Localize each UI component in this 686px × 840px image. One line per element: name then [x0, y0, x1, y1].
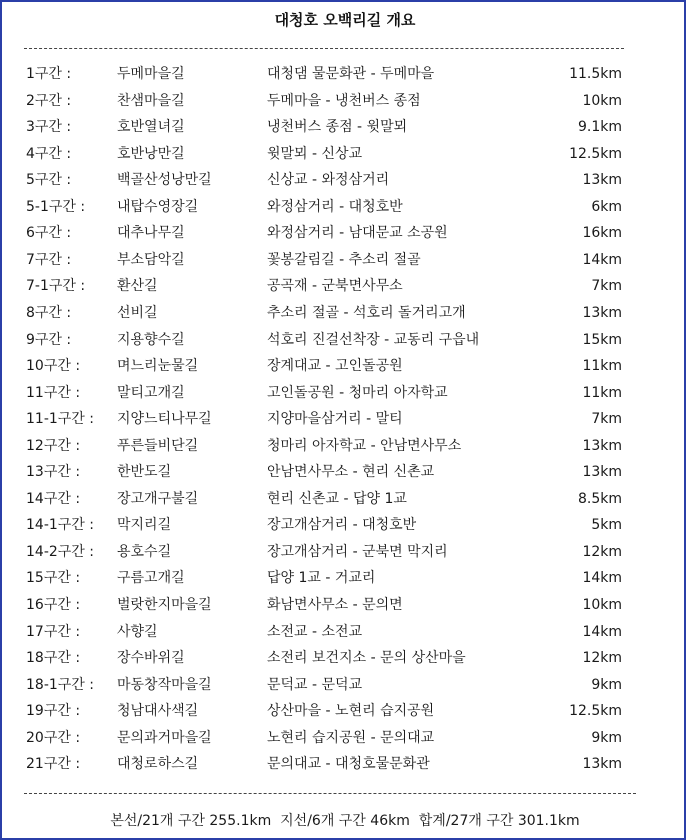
route-name: 마동창작마을길: [117, 676, 212, 693]
route-row: [2, 462, 686, 488]
route-section: 6구간 :: [26, 225, 72, 242]
route-path: 장고개삼거리 - 군북면 막지리: [267, 543, 448, 560]
page-title: 대청호 오백리길 개요: [274, 11, 416, 29]
route-section: 8구간 :: [26, 304, 72, 321]
route-name: 두메마을길: [117, 66, 185, 82]
route-path: 소전교 - 소전교: [267, 623, 363, 640]
route-distance: 11km: [582, 358, 622, 375]
route-name: 대추나무길: [117, 225, 185, 242]
route-name: 청남대사색길: [117, 703, 199, 720]
route-path: 윗말뫼 - 신상교: [267, 145, 363, 162]
route-path: 화남면사무소 - 문의면: [267, 597, 403, 613]
route-section: 18구간 :: [26, 650, 81, 667]
route-row: [2, 144, 686, 170]
route-section: 15구간 :: [26, 570, 81, 587]
route-row: [2, 622, 686, 648]
route-section: 17구간 :: [26, 623, 81, 640]
route-name: 한반도길: [117, 464, 172, 481]
route-distance: 14km: [582, 570, 622, 587]
route-distance: 12km: [582, 650, 622, 667]
route-row: [2, 383, 686, 409]
route-path: 소전리 보건지소 - 문의 상산마을: [267, 650, 466, 667]
route-section: 13구간 :: [26, 464, 81, 481]
route-name: 용호수길: [117, 543, 172, 560]
route-distance: 8.5km: [577, 490, 622, 507]
summary-total: 합계/27개 구간 301.1km: [418, 813, 580, 829]
route-section: 21구간 :: [26, 756, 81, 773]
route-row: [2, 409, 686, 435]
route-row: [2, 515, 686, 541]
route-name: 장수바위길: [117, 650, 185, 667]
route-path: 노현리 습지공원 - 문의대교: [267, 729, 435, 746]
route-distance: 9km: [591, 676, 622, 693]
route-row: [2, 64, 686, 90]
route-name: 며느리눈물길: [117, 358, 199, 375]
route-path: 와정삼거리 - 대청호반: [267, 198, 403, 215]
route-row: [2, 117, 686, 143]
route-name: 부소담악길: [117, 251, 185, 268]
route-path: 신상교 - 와정삼거리: [267, 172, 390, 189]
route-section: 5-1구간 :: [26, 198, 86, 215]
route-distance: 9km: [591, 729, 622, 746]
route-distance: 11km: [582, 384, 622, 401]
route-name: 대청로하스길: [117, 756, 199, 773]
route-path: 지양마을삼거리 - 말티: [267, 411, 403, 428]
route-section: 11구간 :: [26, 384, 81, 401]
route-row: [2, 436, 686, 462]
route-path: 추소리 절골 - 석호리 돌거리고개: [267, 304, 466, 321]
route-distance: 13km: [582, 464, 622, 481]
route-distance: 6km: [591, 198, 622, 215]
route-row: [2, 648, 686, 674]
route-distance: 12.5km: [569, 145, 622, 162]
route-distance: 15km: [582, 331, 622, 348]
route-row: [2, 223, 686, 249]
route-section: 2구간 :: [26, 92, 72, 109]
route-path: 청마리 아자학교 - 안남면사무소: [267, 437, 462, 454]
route-name: 말티고개길: [117, 384, 185, 401]
route-section: 10구간 :: [26, 358, 81, 375]
route-section: 14-2구간 :: [26, 543, 94, 560]
route-distance: 10km: [582, 597, 622, 613]
route-row: [2, 330, 686, 356]
route-path: 두메마을 - 냉천버스 종점: [267, 92, 421, 109]
route-distance: 7km: [591, 278, 622, 295]
route-row: [2, 542, 686, 568]
route-distance: 9.1km: [577, 119, 622, 136]
route-section: 16구간 :: [26, 597, 81, 613]
route-row: [2, 595, 686, 621]
route-section: 5구간 :: [26, 172, 72, 189]
route-row: [2, 276, 686, 302]
route-section: 18-1구간 :: [26, 676, 94, 693]
route-path: 답양 1교 - 거교리: [267, 570, 376, 587]
route-path: 현리 신촌교 - 답양 1교: [267, 490, 407, 507]
route-row: [2, 568, 686, 594]
route-distance: 11.5km: [569, 66, 622, 82]
route-row: [2, 91, 686, 117]
route-path: 문의대교 - 대청호물문화관: [267, 756, 430, 773]
route-distance: 14km: [582, 623, 622, 640]
route-path: 고인돌공원 - 청마리 아자학교: [267, 384, 448, 401]
route-name: 지용향수길: [117, 331, 185, 348]
route-name: 구름고개길: [117, 570, 185, 587]
route-section: 3구간 :: [26, 119, 72, 136]
route-path: 꽃봉갈림길 - 추소리 절골: [267, 251, 421, 268]
route-path: 냉천버스 종점 - 윗말뫼: [267, 119, 408, 136]
route-name: 문의과거마을길: [117, 729, 212, 746]
route-section: 9구간 :: [26, 331, 72, 348]
route-path: 석호리 진걸선착장 - 교동리 구읍내: [267, 331, 480, 348]
route-name: 푸른들비단길: [117, 437, 199, 454]
route-section: 14-1구간 :: [26, 517, 94, 534]
route-row: [2, 675, 686, 701]
route-name: 호반열녀길: [117, 119, 185, 136]
summary-main: 본선/21개 구간 255.1km: [110, 813, 272, 829]
route-section: 4구간 :: [26, 145, 72, 162]
route-name: 호반낭만길: [117, 145, 185, 162]
route-name: 벌랏한지마을길: [117, 597, 212, 613]
route-section: 1구간 :: [26, 66, 72, 82]
route-distance: 16km: [582, 225, 622, 242]
route-path: 문덕교 - 문덕교: [267, 676, 363, 693]
route-row: [2, 197, 686, 223]
route-path: 상산마을 - 노현리 습지공원: [267, 703, 435, 720]
route-name: 선비길: [117, 304, 158, 321]
route-distance: 13km: [582, 304, 622, 321]
route-section: 19구간 :: [26, 703, 81, 720]
route-distance: 5km: [591, 517, 622, 534]
route-distance: 14km: [582, 251, 622, 268]
route-name: 찬샘마을길: [117, 92, 185, 109]
route-row: [2, 170, 686, 196]
route-row: [2, 250, 686, 276]
route-path: 안남면사무소 - 현리 신촌교: [267, 464, 435, 481]
route-row: [2, 489, 686, 515]
route-distance: 7km: [591, 411, 622, 428]
route-path: 대청댐 물문화관 - 두메마을: [267, 66, 435, 82]
route-distance: 13km: [582, 172, 622, 189]
route-name: 장고개구불길: [117, 490, 199, 507]
route-row: [2, 356, 686, 382]
route-row: [2, 701, 686, 727]
route-name: 환산길: [117, 278, 158, 295]
summary-line: [2, 810, 686, 830]
route-distance: 13km: [582, 437, 622, 454]
bottom-divider: [24, 793, 636, 794]
route-name: 지양느티나무길: [117, 411, 212, 428]
route-distance: 10km: [582, 92, 622, 109]
route-name: 막지리길: [117, 517, 172, 534]
top-divider: [24, 48, 624, 49]
route-section: 7구간 :: [26, 251, 72, 268]
route-section: 11-1구간 :: [26, 411, 94, 428]
route-name: 백골산성낭만길: [117, 172, 212, 189]
route-section: 12구간 :: [26, 437, 81, 454]
route-path: 장계대교 - 고인돌공원: [267, 358, 403, 375]
route-name: 사향길: [117, 623, 158, 640]
route-path: 공곡재 - 군북면사무소: [267, 278, 403, 295]
route-section: 20구간 :: [26, 729, 81, 746]
route-distance: 12km: [582, 543, 622, 560]
route-section: 7-1구간 :: [26, 278, 86, 295]
route-row: [2, 754, 686, 780]
route-path: 장고개삼거리 - 대청호반: [267, 517, 417, 534]
route-section: 14구간 :: [26, 490, 81, 507]
route-distance: 12.5km: [569, 703, 622, 720]
route-distance: 13km: [582, 756, 622, 773]
route-path: 와정삼거리 - 남대문교 소공원: [267, 225, 448, 242]
route-row: [2, 728, 686, 754]
route-name: 내탑수영장길: [117, 198, 199, 215]
summary-branch: 지선/6개 구간 46km: [280, 813, 410, 829]
route-row: [2, 303, 686, 329]
